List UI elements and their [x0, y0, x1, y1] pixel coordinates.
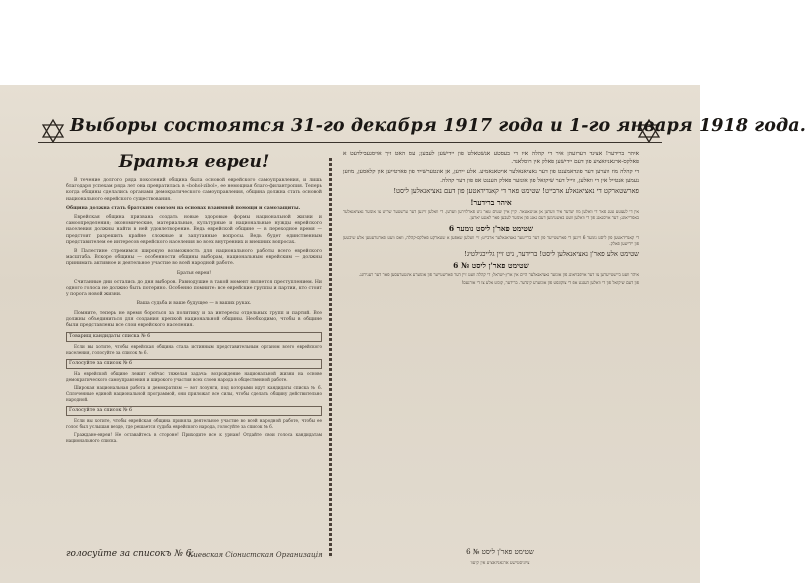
yiddish-paragraph: איהר וועט ביישטייערען צו דער אויפבויאונג פון אונזער נאציאנאלער היים אין ארץ-ישראל; די קהלה וועט זיין דער פארשטייער פון אונזערע אינטערעסען פאר דער רעגירונג.: [358, 272, 639, 278]
yiddish-call: איהר ברידער!: [470, 197, 512, 207]
russian-column: [66, 152, 322, 574]
russian-paragraph: Граждане-евреи! Не оставайтесь в стороне! Приходите все к урнам! Отдайте свои голоса кандидатам национального списка.: [66, 432, 322, 443]
russian-paragraph: Если вы хотите, чтобы еврейская община приняла деятельное участие во всей народной работе, чтобы ее голос был услышан везде, где решается судьба еврейского народа, голосуйте за список № 6.: [66, 417, 322, 429]
russian-paragraph: В течение долгого ряда поколений община была основой еврейского самоуправления, и лишь благодаря успехам ряда лет она превратилась в «bohol-zibol», ее немощная благо-филантропия. Теперь когда общины сделались органами демократического самоуправления, община должна стать основой национального еврейского существования.: [66, 178, 322, 202]
russian-paragraph: Считанные дни остались до дня выборов. Равнодушие в такой момент является преступлением. Ни одного голоса не должно быть потеряно. Особенно помните: все еврейские группы и партии, кто стоит у порога новой жизни.: [66, 279, 322, 298]
yiddish-paragraph: פון דעם שיקזאל פון די וואלען הענגט אפ די צוקונפט פון אונזערע קינדער. ברידער, קומט אלע צו די אורנעס!: [461, 280, 639, 286]
yiddish-paragraph: שטימט אלע פאר'ן נאציאנאלען ליסט! ברידער, ניט זיין גלייכגילטיג!: [464, 249, 639, 258]
list-6-label: Голосуйте за список № 6: [66, 359, 322, 369]
yiddish-paragraph: די קהלה מוז ווערען דער פונדאמענט פון דער נאציאנאלער אויטאנאמיע. אלע יידען, אן אונטערשייד פון פארטייען און קלאסען, מוזען נעמען אנטייל אין די וואלען, ווייל דער שיקזאל פון אונזער פאלק הענגט אפ פון דער קהלה.: [343, 169, 639, 184]
russian-paragraph: Если вы хотите, чтобы еврейская община стала истинным представительным органом всего еврейского населения, голосуйте за список № 6.: [66, 344, 322, 356]
yiddish-paragraph: איהר ברידער! אצינד דערזעהן איר די קהלה איז די בעסטע אנשטאלט פון יידישען לעבען; עס האט זיך אויסגעבילדעט א פאלקס-ארגאניזאציע פון דעם יידישען פאלק אין רוסלאנד.: [343, 151, 639, 166]
yiddish-organization-signature: ציוניסטישע ארגאניזאציע אין קיעוו: [470, 561, 530, 566]
column-divider: [329, 158, 332, 558]
russian-appeal-title: Братья евреи!: [118, 152, 270, 172]
yiddish-vote-call: שטימט פאר'ן ליסט № 6: [466, 548, 534, 556]
russian-paragraph: На еврейской общине лежит сейчас тяжелая задача: возрождение национальной жизни на основе демократического самоуправления и широкого участия всех слоев народа в общественной работе.: [66, 371, 322, 382]
organization-signature: Киевская Сіонистская Организація: [188, 551, 323, 559]
list-6-label: Товарищ кандидаты списка № 6: [66, 332, 322, 342]
russian-paragraph: Помните, теперь не время бороться за политику и за интересы отдельных групп и партий. Все должны объединиться для создания крепкой национальной общины. Необходимо, чтобы в общине были представлены все слои еврейского населения.: [66, 310, 322, 329]
yiddish-paragraph: די קאנדידאטען פון ליסט נומער 6 זיינען די פארשטייער פון דער ברייטער נאציאנאלער ארבייט; זיי וועלען שאפען א שטארקע פאלקס-קהלה, וואס וועט פארטרעטען אלע שיכטען פון יידישען פאלק.: [343, 235, 640, 247]
yiddish-column: [343, 150, 639, 570]
russian-paragraph-call: Братья евреи!: [176, 270, 212, 276]
yiddish-paragraph: פארשטארקט די נאציאנאלע ארבייט! שטימט פאר די קאנדידאטען פון דעם נאציאנאלען ליסט!: [393, 186, 639, 195]
yiddish-list-6-label: שטימט פאר'ן ליסט נומער 6: [448, 223, 534, 233]
yiddish-paragraph: אין די לעצטע טעג פאר די וואלען מוז יעדער איד ווערען אן אגיטאטאר. קיין איין שטים טאר ניט פארלוירען ווערען. די וואלען זיינען דער ערשטער שריט צו אונזער נאציאנאלער באפרייאונג; דער אויסגאנג פון די וואלען וועט באשטימען דעם גאנג פון אונזער לעבען פאר לאנגע יארען.: [343, 209, 639, 221]
russian-paragraph: В Палестине стремимся широкую возможность для национального работы всего еврейского масштаба. Вскоре общины — особенности общины выборам, национальным еврейским — должны принимать активное и деятельное участие во всей народной работе.: [66, 249, 322, 267]
list-6-label: Голосуйте за список № 6: [66, 406, 322, 416]
russian-vote-call: голосуйте за списокъ № 6.: [66, 549, 195, 559]
election-headline: Выборы состоятся 31-го декабря 1917 года и 1-го января 1918 года.: [70, 116, 806, 136]
russian-paragraph-emphasis: Община должна стать братским союзом на основах взаимной помощи и самозащиты.: [66, 205, 301, 211]
russian-paragraph-call: Ваша судьба и ваше будущее — в ваших руках.: [136, 301, 252, 307]
header-rule: [38, 142, 662, 143]
russian-paragraph: Еврейская община призвана создать новые здоровые формы национальной жизни и самоопределения; экономические, материальные, культурные и национальные нужды еврейского населения должны найти в ней удовлетворение. Ведь еврейской общине — в переходное время — предстоит разрешить крайне сложные и запутанные вопросы. Ведь будет единственным представителем ее интересов еврейского населения во всех внутренних и внешних вопросах.: [66, 215, 322, 245]
yiddish-list-6-label: שטימט פאר'ן ליסט № 6: [453, 260, 529, 270]
star-of-david-icon: [40, 118, 66, 144]
russian-paragraph: Широкая национальная работа и демократизм — вот лозунги, под которыми идут кандидаты списка № 6. Сплоченные единой национальной программой, они приложат все силы, чтобы сделать общину действительно народной.: [66, 385, 322, 402]
